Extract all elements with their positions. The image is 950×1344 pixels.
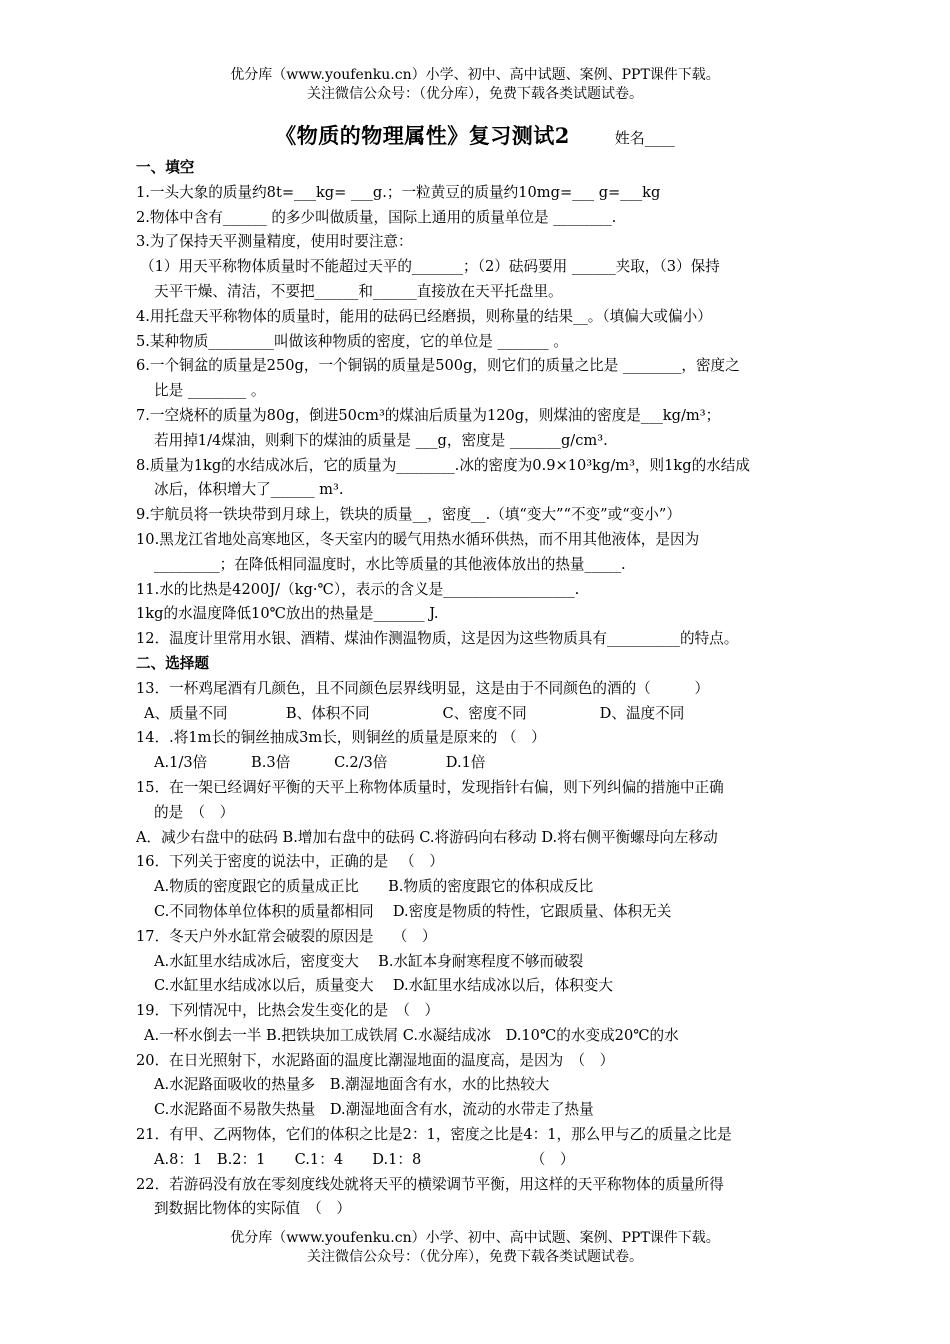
- text-line: C.水缸里水结成冰以后，质量变大 D.水缸里水结成冰以后，体积变大: [154, 977, 613, 995]
- text-line: 17．冬天户外水缸常会破裂的原因是 （ ）: [136, 927, 437, 945]
- text-line: C.不同物体单位体积的质量都相同 D.密度是物质的特性，它跟质量、体积无关: [154, 902, 672, 920]
- text-line: _________；在降低相同温度时，水比等质量的其他液体放出的热量_____.: [154, 555, 626, 573]
- text-line: （1）用天平称物体质量时不能超过天平的_______；（2）砝码要用 ______夹取，（3）保持: [140, 258, 720, 276]
- header-line-2: 关注微信公众号：（优分库），免费下载各类试题试卷。: [307, 86, 643, 102]
- page-title: 《物质的物理属性》复习测试2: [275, 123, 570, 148]
- text-line: 5.某种物质_________叫做该种物质的密度，它的单位是 _______ 。: [136, 332, 568, 350]
- text-line: 3.为了保持天平测量精度，使用时要注意：: [136, 233, 413, 251]
- text-line: A、质量不同 B、体积不同 C、密度不同 D、温度不同: [144, 704, 685, 722]
- question-body: [136, 156, 826, 1222]
- text-line: 16．下列关于密度的说法中，正确的是 （ ）: [136, 853, 444, 871]
- text-line: 11.水的比热是4200J/（kg·℃），表示的含义是__________________.: [136, 580, 580, 598]
- text-line: 若用掉1/4煤油，则剩下的煤油的质量是 ___g，密度是 _______g/cm³.: [154, 431, 608, 449]
- text-line: 12．温度计里常用水银、酒精、煤油作测温物质，这是因为这些物质具有__________的特点。: [136, 630, 739, 648]
- text-line: A.一杯水倒去一半 B.把铁块加工成铁屑 C.水凝结成冰 D.10℃的水变成20℃的水: [144, 1026, 679, 1044]
- text-line: 15．在一架已经调好平衡的天平上称物体质量时，发现指针右偏，则下列纠偏的措施中正确: [136, 778, 724, 796]
- text-line: A.水缸里水结成冰后，密度变大 B.水缸本身耐寒程度不够而破裂: [154, 952, 584, 970]
- text-line: 冰后，体积增大了______ m³.: [154, 481, 344, 499]
- page-footer: [0, 1229, 950, 1267]
- text-line: A.8：1 B.2：1 C.1：4 D.1：8 （ ）: [154, 1150, 575, 1168]
- text-line: 20．在日光照射下，水泥路面的温度比潮湿地面的温度高，是因为 （ ）: [136, 1051, 615, 1069]
- text-line: A.物质的密度跟它的质量成正比 B.物质的密度跟它的体积成反比: [154, 878, 594, 896]
- text-line: 19．下列情况中，比热会发生变化的是 （ ）: [136, 1002, 440, 1020]
- text-line: 9.宇航员将一铁块带到月球上，铁块的质量__，密度__.（填“变大”“不变”或“变小”）: [136, 506, 681, 524]
- text-line: A.水泥路面吸收的热量多 B.潮湿地面含有水，水的比热较大: [154, 1076, 550, 1094]
- text-line: 的是 （ ）: [154, 803, 235, 821]
- text-line: 天平干燥、清洁，不要把______和______直接放在天平托盘里。: [154, 282, 563, 300]
- text-line: 到数据比物体的实际值 （ ）: [154, 1200, 352, 1218]
- text-line: 22．若游码没有放在零刻度线处就将天平的横梁调节平衡，用这样的天平称物体的质量所得: [136, 1175, 724, 1193]
- text-line: 8.质量为1kg的水结成冰后，它的质量为________.冰的密度为0.9×10³kg/m³，则1kg的水结成: [136, 456, 750, 474]
- name-field-label: 姓名____: [614, 129, 675, 147]
- text-line: 21．有甲、乙两物体，它们的体积之比是2：1，密度之比是4：1，那么甲与乙的质量之比是: [136, 1126, 732, 1144]
- text-line: A.1/3倍 B.3倍 C.2/3倍 D.1倍: [154, 754, 486, 772]
- text-line: 6.一个铜盆的质量是250g，一个铜锅的质量是500g，则它们的质量之比是 ________，密度之: [136, 357, 740, 375]
- text-line: 1.一头大象的质量约8t=___kg= ___g.；一粒黄豆的质量约10mg=___ g=___kg: [136, 183, 661, 201]
- section-heading: 一、填空: [136, 159, 195, 176]
- header-line-1: 优分库（www.youfenku.cn）小学、初中、高中试题、案例、PPT课件下载。: [230, 67, 720, 83]
- title-row: [0, 120, 950, 150]
- text-line: 4.用托盘天平称物体的质量时，能用的砝码已经磨损，则称量的结果__。（填偏大或偏小）: [136, 307, 712, 325]
- text-line: 10.黑龙江省地处高寒地区，冬天室内的暖气用热水循环供热，而不用其他液体，是因为: [136, 530, 700, 548]
- section-heading: 二、选择题: [136, 654, 209, 672]
- text-line: C.水泥路面不易散失热量 D.潮湿地面含有水，流动的水带走了热量: [154, 1101, 594, 1119]
- text-line: 14．.将1m长的铜丝抽成3m长，则铜丝的质量是原来的 （ ）: [136, 729, 546, 747]
- text-line: 1kg的水温度降低10℃放出的热量是_______ J.: [136, 605, 439, 623]
- text-line: A．减少右盘中的砝码 B.增加右盘中的砝码 C.将游码向右移动 D.将右侧平衡螺母向左移动: [136, 828, 718, 846]
- footer-line-2: 关注微信公众号：（优分库），免费下载各类试题试卷。: [307, 1249, 643, 1265]
- text-line: 比是 ________ 。: [154, 382, 266, 400]
- page-header: [0, 66, 950, 104]
- text-line: 7.一空烧杯的质量为80g，倒进50cm³的煤油后质量为120g，则煤油的密度是___kg/m³；: [136, 406, 721, 424]
- text-line: 2.物体中含有______ 的多少叫做质量，国际上通用的质量单位是 ________.: [136, 208, 617, 226]
- text-line: 13．一杯鸡尾酒有几颜色，且不同颜色层界线明显，这是由于不同颜色的酒的（ ）: [136, 679, 710, 697]
- footer-line-1: 优分库（www.youfenku.cn）小学、初中、高中试题、案例、PPT课件下载。: [230, 1230, 720, 1246]
